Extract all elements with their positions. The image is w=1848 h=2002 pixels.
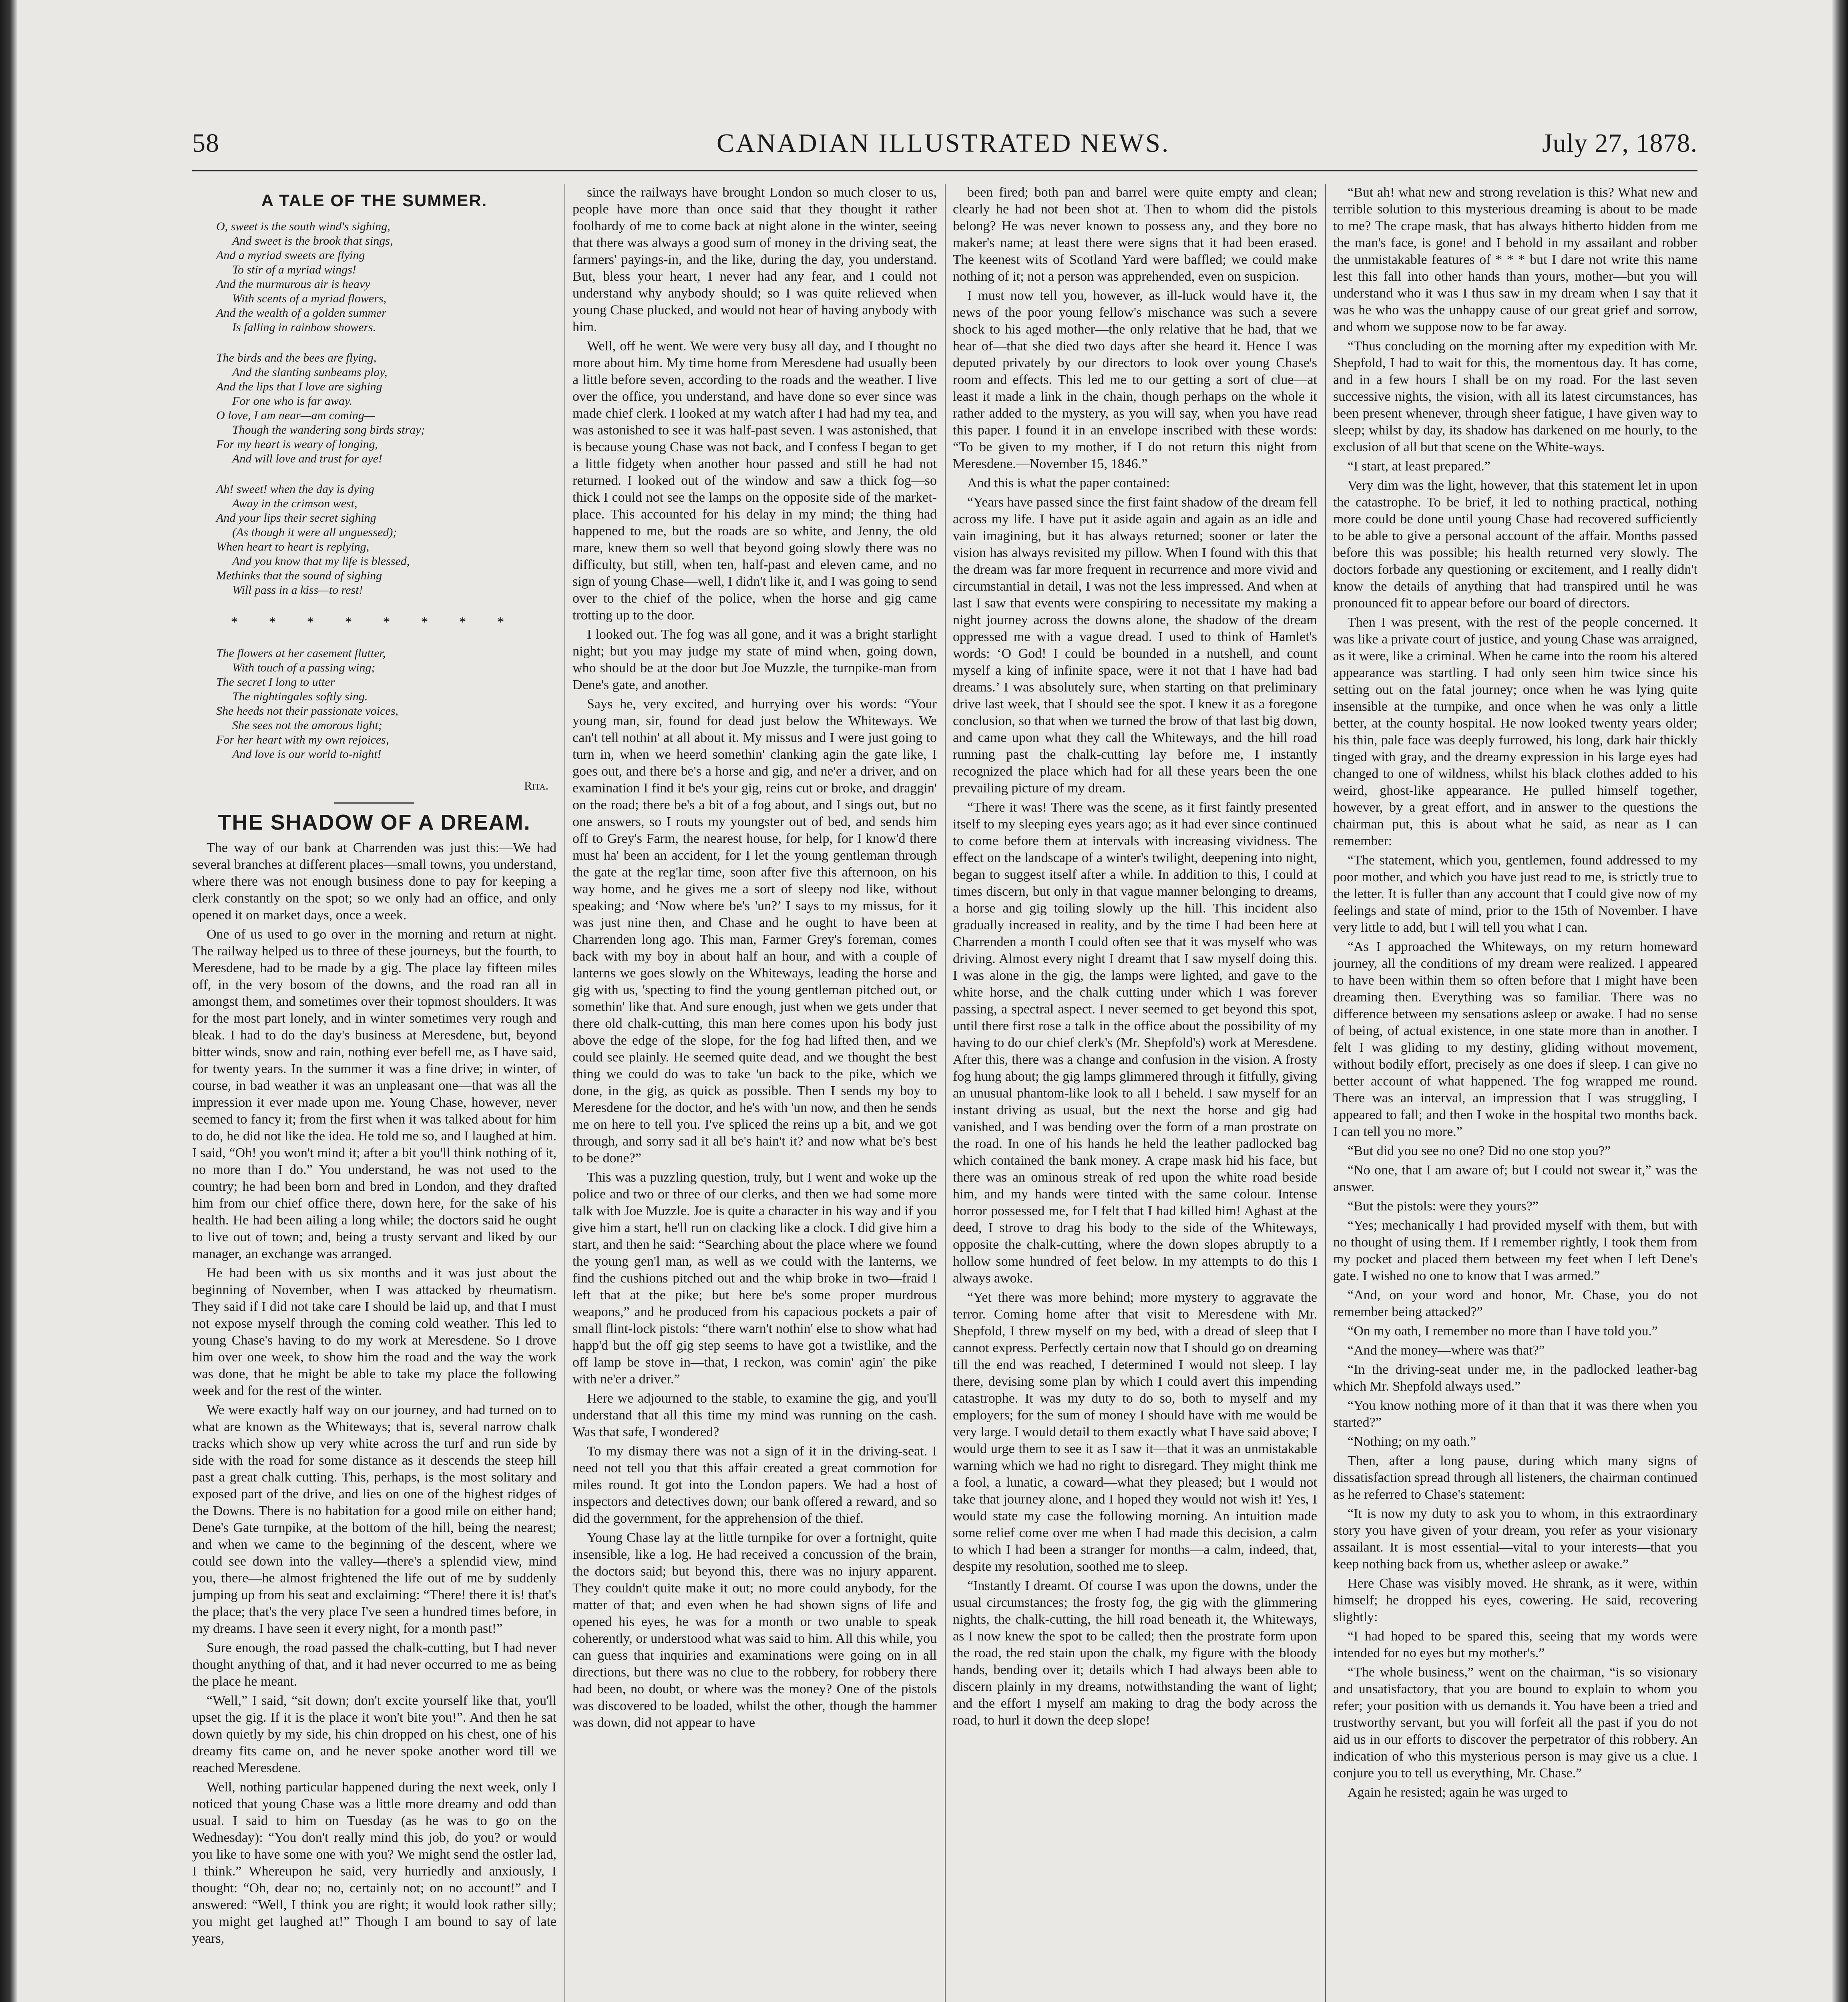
publication-title: CANADIAN ILLUSTRATED NEWS. (717, 129, 1170, 158)
poem-line: And your lips their secret sighing (216, 511, 376, 525)
poem-line: O love, I am near—am coming— (216, 409, 375, 422)
story-paragraph: “And the money—where was that?” (1348, 1343, 1545, 1358)
poem-line: The flowers at her casement flutter, (216, 647, 386, 660)
story-paragraph: Sure enough, the road passed the chalk-cutting, but I had never thought anything of that, and it had never occurred to me as being the place he meant. (192, 1640, 556, 1689)
story-paragraph: “Yes; mechanically I had provided myself with them, but with no thought of using them. If I remember rightly, I took them from my pocket and placed them between my feet when I left Dene's gate. I wished no one to know that I was armed.” (1333, 1218, 1697, 1283)
poem-title: A TALE OF THE SUMMER. (261, 191, 488, 210)
issue-date: July 27, 1878. (1542, 129, 1697, 158)
story-paragraph: “As I approached the Whiteways, on my return homeward journey, all the conditions of my dream were realized. I appeared to have been within them so often before that I might have been dreaming then. Everything was so familiar. There was no difference between my sensations asleep or awake. I had no sense of being, of actual existence, in one state more than in another. I felt I was gliding to my destiny, gliding without movement, without bodily effort, precisely as one does if sleep. I can give no better account of what happened. The fog wrapped me round. There was an interval, an impression that I was struggling, I appeared to fall; and then I woke in the hospital two months back. I can tell you no more.” (1333, 939, 1697, 1139)
story-paragraph: “You know nothing more of it than that it was there when you started?” (1333, 1398, 1697, 1430)
story-text-column-3 (953, 184, 1317, 1729)
story-paragraph: Well, off he went. We were very busy all day, and I thought no more about him. My time home from Meresdene had usually been a little before seven, according to the roads and the weather. I live over the office, you understand, and have done so ever since was made chief clerk. I looked at my watch after I had had my tea, and was astonished to see it was half-past seven. I was astonished, that is because young Chase was not back, and I confess I began to get a little fidgety when another hour passed and still he had not returned. I looked out of the window and saw a thick fog—so thick I could not see the lamps on the opposite side of the market-place. This accounted for his delay in my mind; the thing had happened to me, but the roads are so white, and Jenny, the old mare, knew them so well that beyond going slowly there was no difficulty, but still, when ten, half-past and eleven came, and no sign of young Chase—well, I didn't like it, and I was going to send over to the chief of the police, when the horse and gig came trotting up to the door. (572, 339, 937, 623)
column-4 (1333, 184, 1697, 2002)
poem-line: And will love and trust for aye! (232, 452, 382, 465)
poem-line: And a myriad sweets are flying (216, 249, 365, 262)
header-rule (192, 170, 1697, 171)
story-paragraph: “Years have passed since the first faint shadow of the dream fell across my life. I have put it aside again and again as an idle and vain imagining, but it has always returned; sooner or later the vision has always revisited my pillow. When I found with this that the dream was far more frequent in recurrence and more vivid and circumstantial in detail, I was not the less impressed. And when at last I saw that events were conspiring to necessitate my making a night journey across the downs alone, the shadow of the dream oppressed me with a vague dread. I used to think of Hamlet's words: ‘O God! I could be bounded in a nutshell, and count myself a king of infinite space, were it not that I have had bad dreams.’ I was absolutely sure, when starting on that preliminary drive last week, that I should see the spot. I knew it as a foregone conclusion, so that when we turned the brow of that last big down, and came upon what they call the Whiteways, and the hill road running past the chalk-cutting lay before me, I instantly recognized the place which had for all these years been the one prevailing picture of my dream. (953, 495, 1317, 796)
story-paragraph: Here we adjourned to the stable, to examine the gig, and you'll understand that all this time my mind was running on the cash. Was that safe, I wondered? (572, 1391, 937, 1439)
story-paragraph: This was a puzzling question, truly, but I went and woke up the police and two or three of our clerks, and then we had some more talk with Joe Muzzle. Joe is quite a character in his way and if you give him a start, he'll run on clacking like a clock. I did give him a start, and then he said: “Searching about the place where we found the young gen'l man, as well as we could with the lanterns, we find the cushions pitched out and the whip broke in two—fraid I left that at the pike; but here be's some proper murdrous weapons,” and he produced from his capacious pockets a pair of small flint-lock pistols: “there warn't nothin' else to show what had happ'd but the off gig step seems to have got a twistlike, and the off lamp be stove in—that, I reckon, was comin' agin' the pike with ne'er a driver.” (572, 1170, 937, 1387)
scan-border-right (1832, 0, 1848, 2002)
story-paragraph: The way of our bank at Charrenden was just this:—We had several branches at different places—small towns, you understand, where there was not enough business done to pay for keeping a clerk constantly on the spot; so we only had an office, and only opened it on market days, once a week. (192, 840, 556, 923)
story-text-column-1 (192, 840, 556, 1947)
poem-stanza (216, 351, 556, 466)
story-paragraph: “There it was! There was the scene, as it first faintly presented itself to my sleeping eyes years ago; as it had ever since continued to come before them at intervals with increasing vividness. The effect on the landscape of a winter's twilight, deepening into night, began to suggest itself after a while. In addition to this, I could at times discern, but only in that vague manner belonging to dreams, a horse and gig toiling slowly up the hill. This incident also gradually increased in reality, and by the time I had been here at Charrenden a month I could often see that it was myself who was driving. Almost every night I dreamt that I saw myself doing this. I was alone in the gig, the lamps were lighted, and gave to the white horse, and the chalk cutting under which I was forever passing, a spectral aspect. I never seemed to get beyond this spot, until there first rose a talk in the office about the possibility of my having to do our chief clerk's (Mr. Shepfold's) work at Meresdene. After this, there was a change and confusion in the vision. A frosty fog hung about; the gig lamps glimmered through it fitfully, giving an unusual phantom-like look to all I beheld. I saw myself for an instant driving as usual, but the next the horse and gig had vanished, and I was bending over the form of a man prostrate on the road. In one of his hands he held the leather padlocked bag which contained the bank money. A crape mask hid his face, but there was an ominous streak of red upon the white road beside him, and my hands were tinted with the same colour. Intense horror possessed me, for I felt that I had killed him! Aghast at the deed, I strove to drag his body to the side of the Whiteways, opposite the chalk-cutting, where the down slopes abruptly to a hollow some hundred of feet below. In my attempts to do this I always awoke. (953, 800, 1317, 1286)
poem-signature: Rita. (524, 779, 548, 792)
story-title: THE SHADOW OF A DREAM. (218, 810, 531, 834)
poem-line: (As though it were all unguessed); (232, 526, 397, 539)
column-rule (1325, 184, 1326, 2002)
scan-border-left (0, 0, 17, 2002)
section-divider (334, 802, 414, 804)
poem-line: Though the wandering song birds stray; (232, 423, 425, 436)
poem-line: She sees not the amorous light; (232, 719, 382, 732)
story-paragraph: He had been with us six months and it was just about the beginning of November, when I was attacked by rheumatism. They said if I did not take care I should be laid up, and that I must not expose myself through the coming cold weather. This led to young Chase's having to do my work at Meresdene. So I drove him over one week, to show him the road and the way the work was done, that he might be able to take my place the following week and for the rest of the winter. (192, 1266, 556, 1398)
poem-line: And love is our world to-night! (232, 748, 382, 761)
story-paragraph: “Instantly I dreamt. Of course I was upon the downs, under the usual circumstances; the frosty fog, the gig with the glimmering nights, the chalk-cutting, the hill road beneath it, the Whiteways, as I now knew the spot to be called; then the prostrate form upon the road, the red stain upon the chalk, my figure with the bloody hands, bending over it; details which I had always been able to discern plainly in my dreams, notwithstanding the want of light; and the effort I myself am making to drag the body across the road, to hurl it down the deep slope! (953, 1578, 1317, 1728)
poem-line: The secret I long to utter (216, 675, 335, 689)
story-paragraph: Well, nothing particular happened during the next week, only I noticed that young Chase was a little more dreamy and odd than usual. I said to him on Tuesday (as he was to go on the Wednesday): “You don't really mind this job, do you? or would you like to have some one with you? We might send the ostler lad, I think.” Whereupon he said, very hurriedly and anxiously, I thought: “Oh, dear no; no, certainly not; on no account!” and I answered: “Well, I think you are right; it would look rather silly; you might get laughed at!” Though I am bound to say of late years, (192, 1780, 556, 1946)
poem-line: O, sweet is the south wind's sighing, (216, 220, 390, 233)
story-paragraph: “And, on your word and honor, Mr. Chase, you do not remember being attacked?” (1333, 1288, 1697, 1319)
story-paragraph: “I had hoped to be spared this, seeing that my words were intended for no eyes but my mother's.” (1333, 1629, 1697, 1660)
story-paragraph: I looked out. The fog was all gone, and it was a bright starlight night; but you may judge my state of mind when, going down, who should be at the door but Joe Muzzle, the turnpike-man from Dene's gate, and another. (572, 627, 937, 692)
poem-line: With scents of a myriad flowers, (232, 292, 386, 305)
story-paragraph: “It is now my duty to ask you to whom, in this extraordinary story you have given of your dream, you refer as your visionary assailant. It is most essential—vital to your interests—that you keep nothing back from us, whether asleep or awake.” (1333, 1506, 1697, 1572)
story-paragraph: One of us used to go over in the morning and return at night. The railway helped us to three of these journeys, but the fourth, to Meresdene, had to be made by a gig. The place lay fifteen miles off, in the very bosom of the downs, and the road ran all in amongst them, and sometimes over their topmost shoulders. It was for the most part lonely, and in winter sometimes very rough and bleak. I had to do the day's business at Meresdene, but, beyond bitter winds, snow and rain, nothing ever befell me, as I have said, for twenty years. In the summer it was a fine drive; in winter, of course, in bad weather it was an unpleasant one—that was all the impression it ever made upon me. Young Chase, however, never seemed to fancy it; from the first when it was talked about for him to do, he did not like the idea. He told me so, and I laughed at him. I said, “Oh! you won't mind it; after a bit you'll think nothing of it, no more than I do.” You understand, he was not used to the country; he had been born and bred in London, and they drafted him from our chief office there, down here, for the sake of his health. He had been ailing a long while; the doctors said he ought to live out of town; and, being a trusty servant and liked by our manager, an exchange was arranged. (192, 927, 556, 1261)
column-rule (564, 184, 565, 2002)
poem-line: Ah! sweet! when the day is dying (216, 482, 374, 496)
story-paragraph: To my dismay there was not a sign of it in the driving-seat. I need not tell you that this affair created a great commotion for miles round. It got into the London papers. We had a host of inspectors and detectives down; our bank offered a reward, and so did the government, for the apprehension of the thief. (572, 1444, 937, 1526)
story-paragraph: “The whole business,” went on the chairman, “is so visionary and unsatisfactory, that you are bound to explain to whom you refer; your position with us demands it. You have been a tried and trustworthy servant, but you will forfeit all the past if you do not aid us in our efforts to discover the perpetrator of this robbery. An indication of who this mysterious person is may give us a clue. I conjure you to tell us everything, Mr. Chase.” (1333, 1665, 1697, 1781)
story-paragraph: “On my oath, I remember no more than I have told you.” (1348, 1324, 1658, 1339)
poem-stanza (216, 646, 556, 762)
poem-line: And the slanting sunbeams play, (232, 366, 388, 379)
poem-line: The nightingales softly sing. (232, 690, 368, 703)
column-rule (945, 184, 946, 2002)
story-paragraph: Again he resisted; again he was urged to (1348, 1785, 1568, 1800)
story-paragraph: “But did you see no one? Did no one stop you?” (1348, 1144, 1611, 1158)
column-3 (953, 184, 1317, 2002)
page-header (192, 120, 1697, 168)
story-paragraph: Then I was present, with the rest of the people concerned. It was like a private court of justice, and young Chase was arraigned, as it were, like a criminal. When he came into the room his altered appearance was startling. I had only seen him twice since his setting out on the fatal journey; once when he was lying quite insensible at the turnpike, and once when he was only a little better, at the county hospital. He now looked twenty years older; his thin, pale face was deeply furrowed, his long, dark hair thickly tinged with gray, and the dreamy expression in his large eyes had changed to one of wildness, whilst his black clothes added to his weird, ghost-like appearance. He pulled himself together, however, by a great effort, and in answer to the questions the chairman put, this is about what he said, as near as I can remember: (1333, 615, 1697, 848)
poem-stanza (216, 482, 556, 597)
poem-line: When heart to heart is replying, (216, 540, 370, 553)
poem-line: For her heart with my own rejoices, (216, 733, 389, 746)
story-paragraph: Then, after a long pause, during which many signs of dissatisfaction spread through all listeners, the chairman continued as he referred to Chase's statement: (1333, 1453, 1697, 1502)
poem-line: And sweet is the brook that sings, (232, 234, 393, 247)
story-paragraph: “But the pistols: were they yours?” (1348, 1199, 1539, 1214)
poem-line: Methinks that the sound of sighing (216, 569, 382, 582)
story-paragraph: And this is what the paper contained: (967, 476, 1170, 490)
story-paragraph: “Thus concluding on the morning after my expedition with Mr. Shepfold, I had to wait for this, the momentous day. It has come, and in a few hours I shall be on my road. For the last seven successive nights, the vision, with all its latest circumstances, has been present whenever, through sheer fatigue, I have given way to sleep; whilst by day, its shadow has darkened on me hourly, to the exclusion of all but that scene on the White-ways. (1333, 339, 1697, 454)
poem-line: And the wealth of a golden summer (216, 306, 386, 320)
story-text-column-2 (572, 184, 937, 1731)
column-2 (572, 184, 937, 2002)
poem-line: The birds and the bees are flying, (216, 351, 377, 364)
story-paragraph: Young Chase lay at the little turnpike for over a fortnight, quite insensible, like a log. He had received a concussion of the brain, the doctors said; but beyond this, there was no injury apparent. They couldn't quite make it out; no more could anybody, for the matter of that; and even when he had shown signs of life and opened his eyes, he was for a month or two unable to speak coherently, or understood what was said to him. All this while, you can guess that inquiries and examinations were going on in all directions, but there was no clue to the robbery, for robbery there had been, no doubt, or where was the money? One of the pistols was discovered to be loaded, whilst the other, though the hammer was down, did not appear to have (572, 1530, 937, 1730)
story-paragraph: “Yet there was more behind; more mystery to aggravate the terror. Coming home after that visit to Meresdene with Mr. Shepfold, I threw myself on my bed, with a dread of sleep that I cannot express. Perfectly certain now that I should go on dreaming till the end was reached, I determined I would not sleep. I lay there, devising some plan by which I could avert this impending catastrophe. It was my duty to do so, both to myself and my employers; for the sum of money I should have with me would be very large. I would detail to them exactly what I have said above; I would urge them to see it as I saw it—that it was an unmistakable warning which we had no right to disregard. They might think me a fool, a lunatic, a coward—what they pleased; but I would not take that journey alone, and I hoped they would not wish it! Yes, I would state my case the following morning. An intuition made some relief come over me when I had made this decision, a calm to which I had been a stranger for months—a calm, indeed, that, despite my resolution, soothed me to sleep. (953, 1290, 1317, 1574)
poem-line: And you know that my life is blessed, (232, 555, 410, 568)
story-paragraph: “Well,” I said, “sit down; don't excite yourself like that, you'll upset the gig. If it is the place it won't bite you!”. And then he sat down quietly by my side, his chin dropped on his chest, one of his dreamy fits came on, and he never spoke another word till we reached Meresdene. (192, 1693, 556, 1775)
story-paragraph: “I start, at least prepared.” (1348, 459, 1490, 474)
poem-line: Will pass in a kiss—to rest! (232, 583, 363, 597)
poem-line: And the murmurous air is heavy (216, 277, 370, 291)
column-1 (192, 184, 556, 2002)
story-paragraph: “The statement, which you, gentlemen, found addressed to my poor mother, and which you have just read to me, is strictly true to the letter. It is fuller than any account that I could give now of my feelings and state of mind, prior to the 15th of November. I have very little to add, but I will tell you what I can. (1333, 853, 1697, 935)
story-paragraph: “Nothing; on my oath.” (1348, 1434, 1476, 1449)
story-paragraph: “But ah! what new and strong revelation is this? What new and terrible solution to this mysterious dreaming is about to be made to me? The crape mask, that has always hitherto hidden from me the man's face, is gone! and I behold in my assailant and robber the unmistakable features of * * * but I dare not write this name lest this fall into other hands than yours, mother—but you will understand who it was I thus saw in my dream when I say that it was he who was the unhappy cause of our great grief and sorrow, and whom we suppose now to be far away. (1333, 185, 1697, 334)
poem-line: For one who is far away. (232, 394, 353, 408)
poem-line: For my heart is weary of longing, (216, 438, 378, 451)
poem-line: She heeds not their passionate voices, (216, 704, 398, 718)
newspaper-page (192, 120, 1697, 2002)
poem-line: With touch of a passing wing; (232, 661, 376, 674)
story-paragraph: been fired; both pan and barrel were quite empty and clean; clearly he had not been shot at. Then to whom did the pistols belong? He was never known to possess any, and they bore no maker's name; at least there were signs that it had been erased. The keenest wits of Scotland Yard were baffled; we could make nothing of it; not a person was apprehended, even on suspicion. (953, 185, 1317, 284)
poem-stars-divider: * * * * * * * * (231, 614, 518, 630)
story-paragraph: Very dim was the light, however, that this statement let in upon the catastrophe. To be brief, it led to nothing practical, nothing more could be done until young Chase had recovered sufficiently to be able to give a personal account of the affair. Months passed before this was possible; his health returned very slowly. The doctors forbade any questioning or excitement, and I really didn't know the details of anything that had transpired until he was pronounced fit to appear before our board of directors. (1333, 478, 1697, 611)
poem-body (192, 219, 556, 762)
story-paragraph: Says he, very excited, and hurrying over his words: “Your young man, sir, found for dead just below the Whiteways. We can't tell nothin' at all about it. My missus and I were just going to turn in, when we heerd somethin' clanking agin the gate like, I goes out, and there be's a horse and gig, and ne'er a driver, and on examination I find it be's your gig, reins cut or broke, and draggin' on the road; there be's a bit of a fog about, and I sings out, but no one answers, so I routs my youngster out of bed, and sends him off to Grey's Farm, the nearest house, for help, for I know'd there must ha' been an accident, for I let the young gentleman through the gate at the reg'lar time, soon after five this afternoon, on his way home, and he gives me a sort of sleepy nod like, without speaking; and ‘Now where be's 'un?’ I says to my missus, for it was just nine then, and Chase and he ought to have been at Charrenden long ago. This man, Farmer Grey's foreman, comes back with my boy in about half an hour, and with a couple of lanterns we goes slowly on the Whiteways, leading the horse and gig with us, 'specting to find the young gentleman pitched out, or somethin' like that. And sure enough, just when we gets under that there old chalk-cutting, this man here comes upon his body just above the edge of the slope, for the fog had lifted then, and we could see plainly. He seemed quite dead, and we thought the best thing we could do was to take 'un back to the pike, which we done, in the gig, as quick as possible. Then I sends my boy to Meresdene for the doctor, and he's with 'un now, and then he sends me on here to tell you. I've spliced the reins up a bit, and we got through, and sorry sad it all be's hain't it? and now what be's best to be done?” (572, 697, 937, 1166)
poem-line: Is falling in rainbow showers. (232, 321, 376, 334)
story-paragraph: “No one, that I am aware of; but I could not swear it,” was the answer. (1333, 1163, 1697, 1194)
story-paragraph: We were exactly half way on our journey, and had turned on to what are known as the Whiteways; that is, several narrow chalk tracks which show up very white across the turf and run side by side with the road for some distance as it descends the steep hill past a great chalk cutting. This, perhaps, is the most solitary and exposed part of the drive, and lies on one of the highest ridges of the Downs. There is no habitation for a good mile on either hand; Dene's Gate turnpike, at the bottom of the hill, being the nearest; and when we came to the beginning of the descent, where we could see down into the valley—there's a splendid view, mind you, there—he almost frightened the life out of me by suddenly jumping up from his seat and exclaiming: “There! there it is! that's the place; that's the very place I've seen a hundred times before, in my dreams. I have seen it every night, for a month past!” (192, 1403, 556, 1636)
story-paragraph: I must now tell you, however, as ill-luck would have it, the news of the poor young fellow's mischance was such a severe shock to his aged mother—the only relative that he had, that we hear of—that she died two days after she heard it. Hence I was deputed privately by our directors to look over young Chase's room and effects. This led me to our getting a sort of clue—at least it made a link in the chain, though perhaps on the whole it rather added to the mystery, as you will say, when you have read this paper. I found it in an envelope inscribed with these words: “To be given to my mother, if I do not return this night from Meresdene.—November 15, 1846.” (953, 288, 1317, 471)
story-paragraph: “In the driving-seat under me, in the padlocked leather-bag which Mr. Shepfold always used.” (1333, 1362, 1697, 1394)
poem-line: To stir of a myriad wings! (232, 263, 356, 276)
poem-stanza (216, 219, 556, 335)
story-text-column-4 (1333, 184, 1697, 1801)
poem-line: And the lips that I love are sighing (216, 380, 382, 393)
poem-line: Away in the crimson west, (232, 497, 358, 510)
page-number: 58 (192, 129, 219, 158)
story-paragraph: since the railways have brought London so much closer to us, people have more than once said that they thought it rather foolhardy of me to come back at night alone in the winter, seeing that there was always a good sum of money in the driving seat, the farmers' payings-in, and the like, during the day, you understand. But, bless your heart, I never had any fear, and I could not understand why anybody should; so I was quite relieved when young Chase plucked, and would not hear of having anybody with him. (572, 185, 937, 334)
story-paragraph: Here Chase was visibly moved. He shrank, as it were, within himself; he dropped his eyes, cowering. He said, recovering slightly: (1333, 1576, 1697, 1624)
